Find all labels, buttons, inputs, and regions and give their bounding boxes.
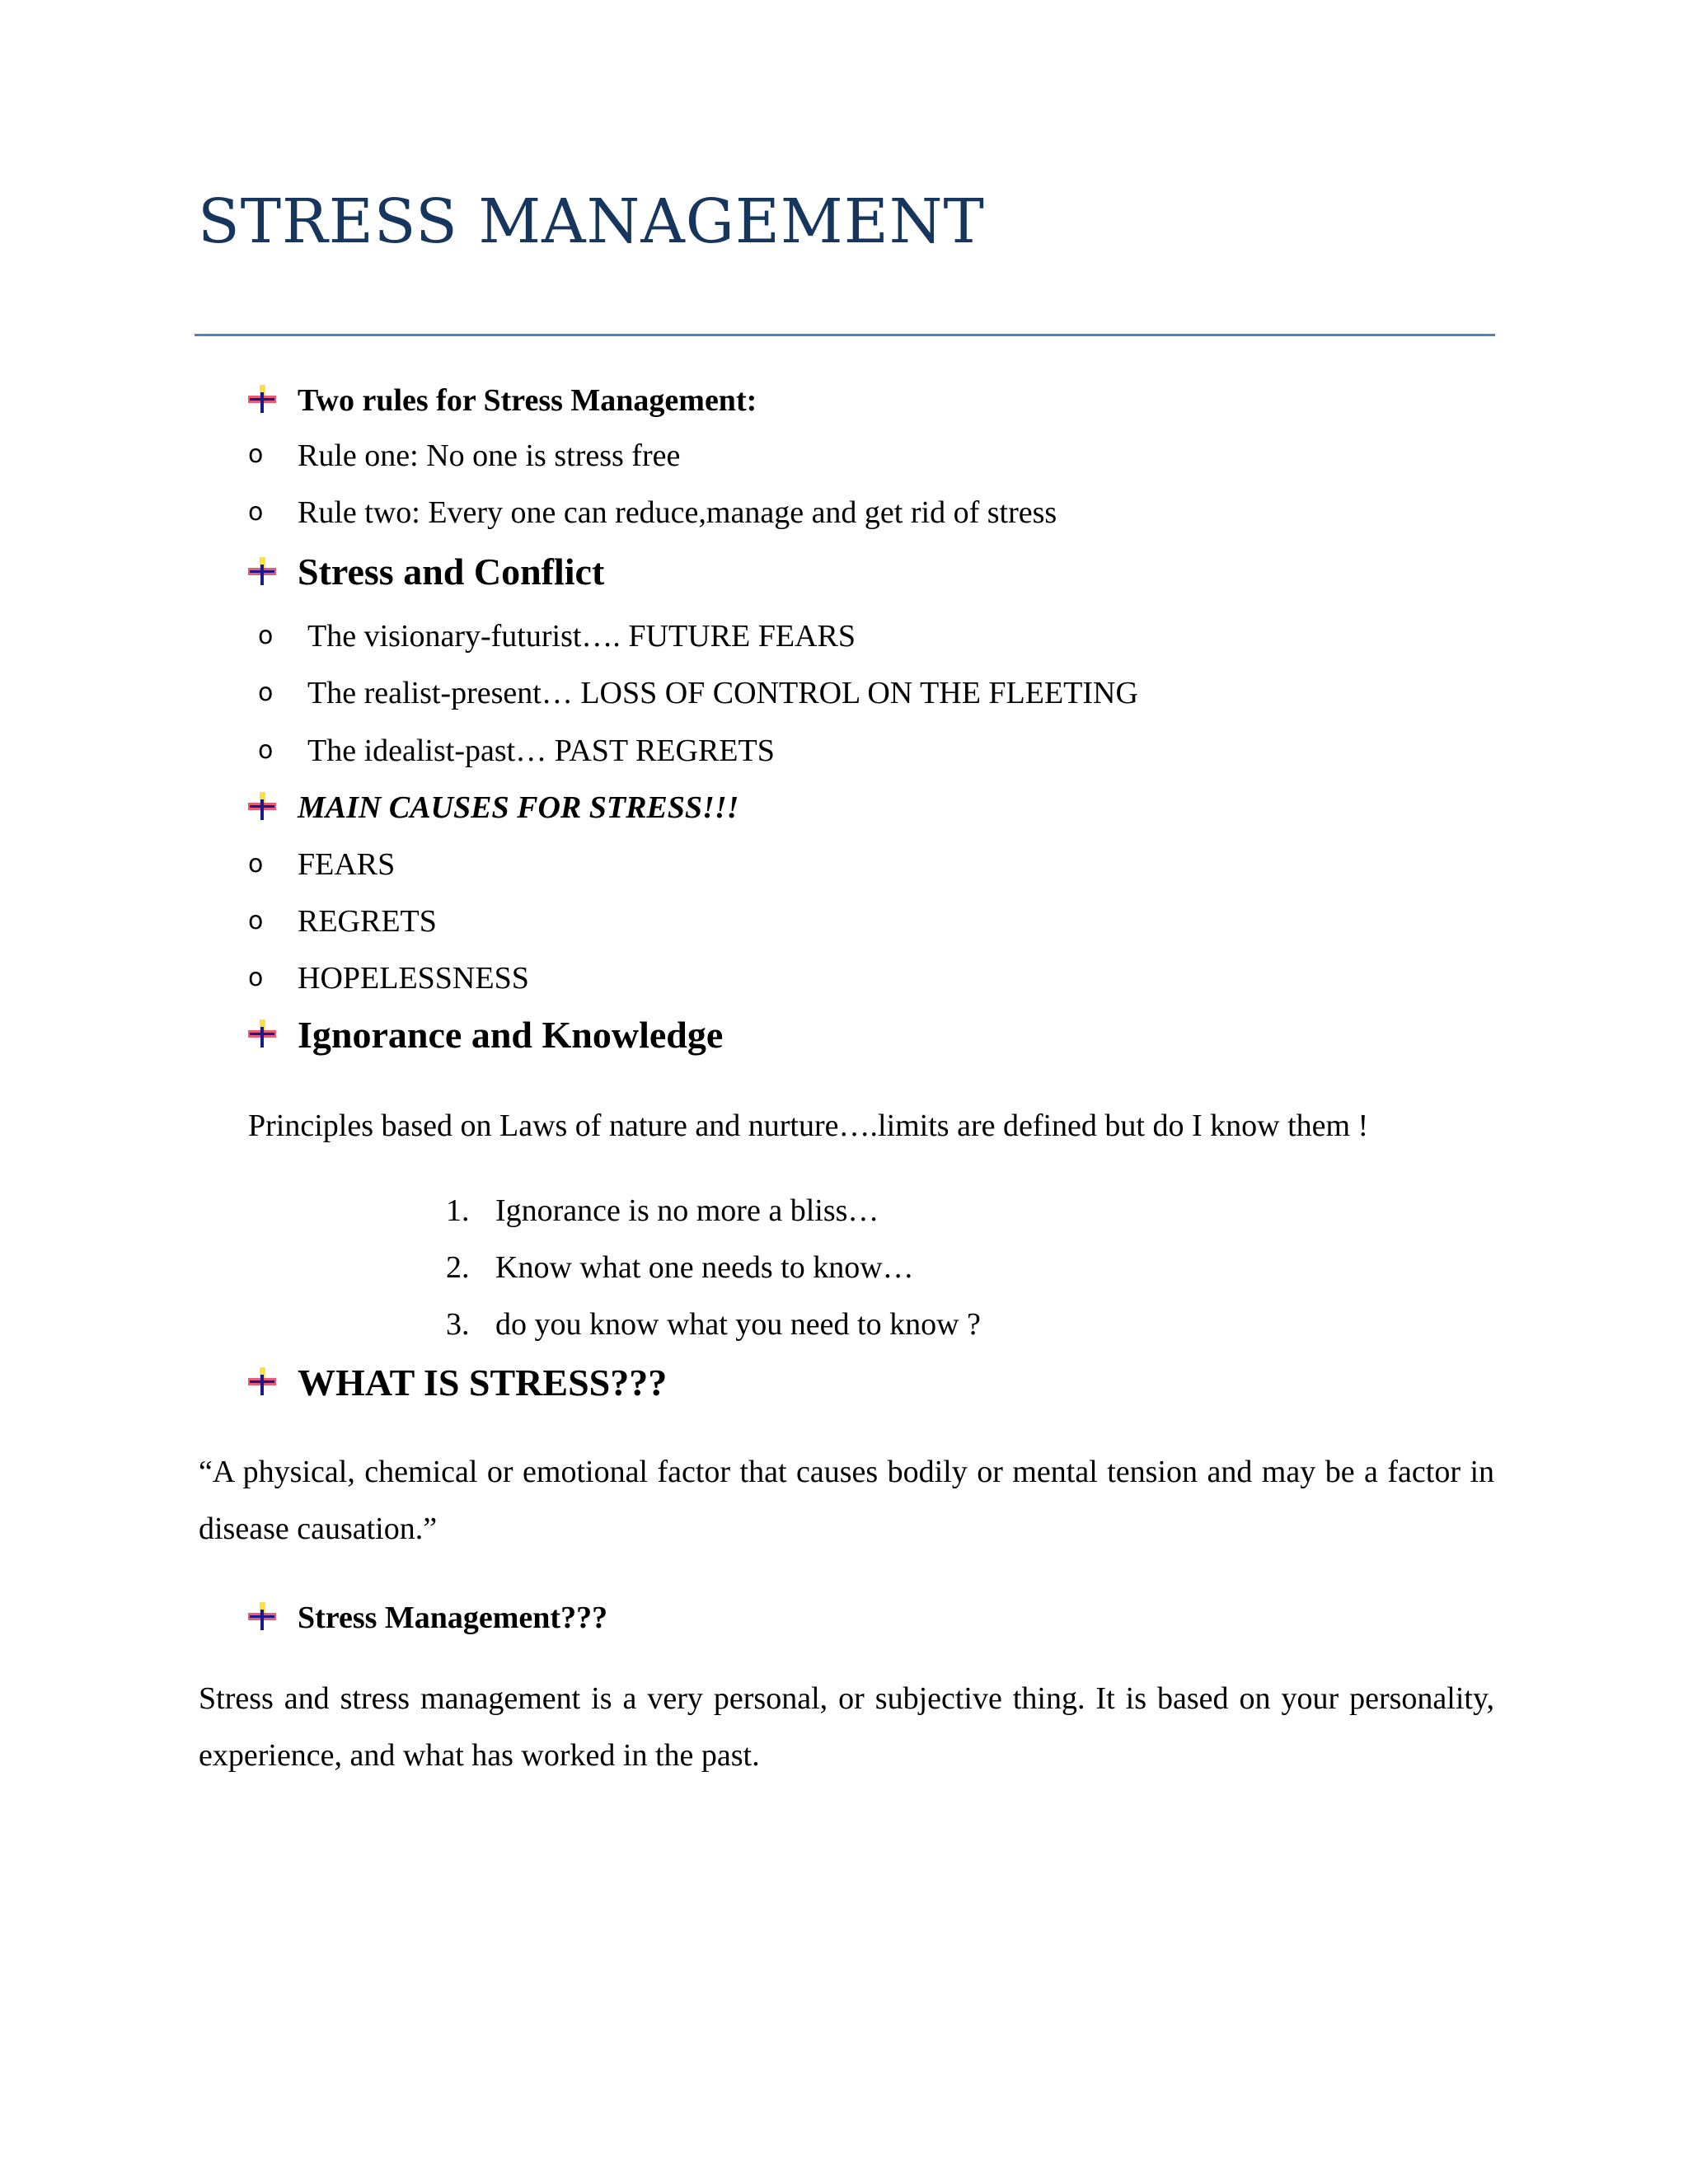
list-number: 1. bbox=[446, 1193, 470, 1228]
list-bullet: o bbox=[248, 850, 264, 879]
list-item: The visionary-futurist…. FUTURE FEARS bbox=[307, 619, 856, 654]
page-title: STRESS MANAGEMENT bbox=[198, 186, 985, 257]
list-bullet: o bbox=[248, 907, 264, 935]
section-heading-management: Stress Management??? bbox=[298, 1601, 608, 1635]
section-marker-icon bbox=[248, 557, 276, 585]
list-bullet: o bbox=[248, 440, 264, 469]
section-heading-conflict: Stress and Conflict bbox=[298, 551, 605, 593]
list-bullet: o bbox=[258, 678, 274, 707]
section-heading-ignorance: Ignorance and Knowledge bbox=[298, 1014, 724, 1056]
section-marker-icon bbox=[248, 792, 276, 820]
list-item: Rule two: Every one can reduce,manage and get rid of stress bbox=[298, 495, 1057, 530]
list-item: The realist-present… LOSS OF CONTROL ON THE FLEETING bbox=[307, 676, 1138, 710]
section-heading-causes: MAIN CAUSES FOR STRESS!!! bbox=[298, 790, 739, 825]
section-marker-icon bbox=[248, 1602, 276, 1630]
section-marker-icon bbox=[248, 1367, 276, 1395]
list-number: 3. bbox=[446, 1307, 470, 1342]
section-marker-icon bbox=[248, 1019, 276, 1047]
title-divider bbox=[195, 334, 1495, 336]
paragraph: Stress and stress management is a very personal, or subjective thing. It is based on your personality, experience, and what has worked in the past. bbox=[199, 1681, 1494, 1773]
list-item: Ignorance is no more a bliss… bbox=[495, 1193, 879, 1228]
list-item: REGRETS bbox=[298, 904, 437, 939]
list-item: FEARS bbox=[298, 847, 396, 882]
list-bullet: o bbox=[258, 621, 274, 650]
section-heading-what-is: WHAT IS STRESS??? bbox=[298, 1361, 668, 1404]
list-item: HOPELESSNESS bbox=[298, 961, 529, 996]
paragraph: Principles based on Laws of nature and nurture….limits are defined but do I know them ! bbox=[248, 1108, 1369, 1143]
list-bullet: o bbox=[248, 963, 264, 992]
list-bullet: o bbox=[248, 498, 264, 527]
list-item: do you know what you need to know ? bbox=[495, 1307, 981, 1342]
list-item: Know what one needs to know… bbox=[495, 1250, 914, 1285]
quote-paragraph: “A physical, chemical or emotional factor that causes bodily or mental tension and may be a factor in disease causation.” bbox=[199, 1455, 1494, 1546]
list-number: 2. bbox=[446, 1250, 470, 1285]
list-bullet: o bbox=[258, 736, 274, 765]
list-item: Rule one: No one is stress free bbox=[298, 438, 681, 473]
section-heading-rules: Two rules for Stress Management: bbox=[298, 383, 757, 418]
list-item: The idealist-past… PAST REGRETS bbox=[307, 733, 775, 768]
section-marker-icon bbox=[248, 385, 276, 413]
